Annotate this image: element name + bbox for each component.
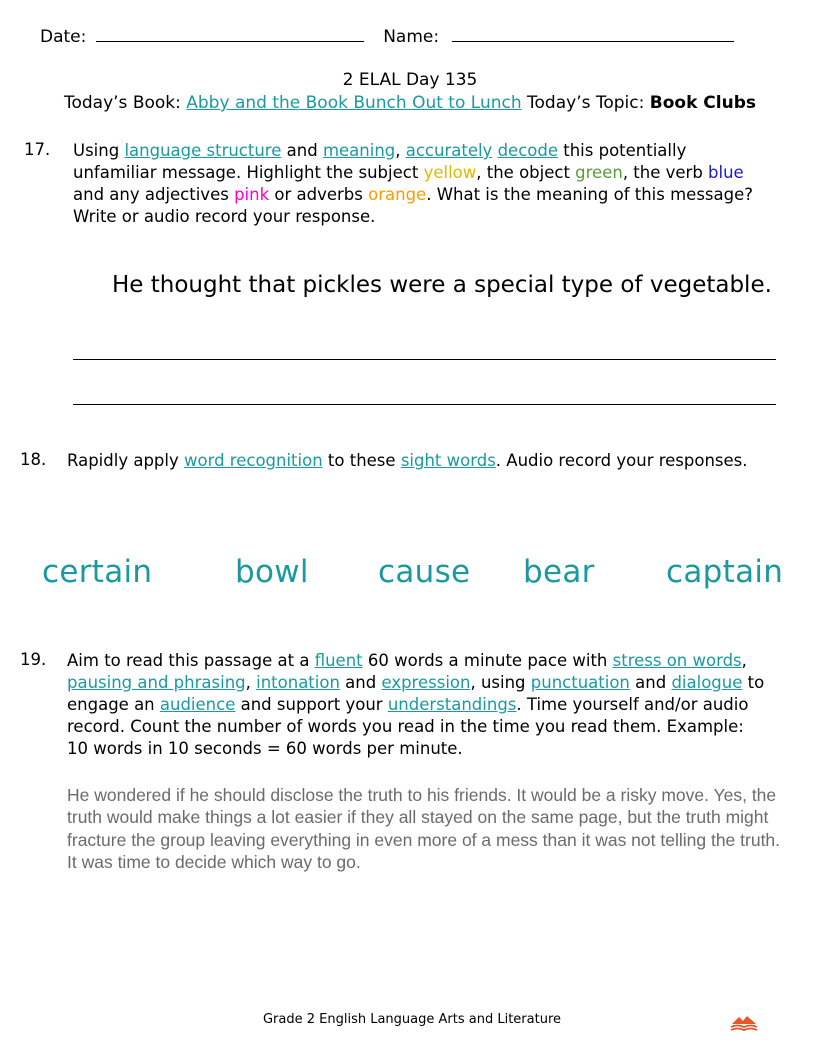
mountain-book-logo-icon [729, 1013, 759, 1033]
topic: Book Clubs [649, 93, 756, 113]
sight-word-cause: cause [378, 554, 471, 590]
pink-word: pink [234, 185, 270, 204]
decode-message: He thought that pickles were a special type of vegetable. [112, 272, 772, 298]
understandings-link[interactable]: understandings [387, 695, 517, 714]
answer-line-1[interactable] [73, 359, 776, 360]
fluent-link[interactable]: fluent [314, 651, 363, 670]
question-19-instructions [67, 650, 764, 760]
intonation-link[interactable]: intonation [256, 673, 340, 692]
q17-line-3: and any adjectives pink or adverbs orange. What is the meaning of this message? [73, 185, 754, 204]
question-19-number: 19. [20, 650, 47, 669]
blue-word: blue [708, 163, 744, 182]
q19-line-5: 10 words in 10 seconds = 60 words per minute. [67, 739, 463, 758]
pausing-and-phrasing-link[interactable]: pausing and phrasing [67, 673, 246, 692]
reading-passage: He wondered if he should disclose the truth to his friends. It would be a risky move. Yes, the truth would make things a lot easier if they all stayed on the same page, but the truth might fracture the group leaving everything in even more of a mess than it was not telling the truth. It was time to decide which way to go. [67, 785, 781, 872]
sight-word-certain: certain [42, 554, 153, 590]
topic-prefix: Today’s Topic: [527, 93, 645, 113]
footer-text: Grade 2 English Language Arts and Literature [262, 1012, 562, 1027]
meaning-link[interactable]: meaning [322, 141, 396, 160]
question-18-number: 18. [20, 450, 47, 469]
book-topic-line [0, 93, 816, 113]
date-name-row [40, 27, 734, 47]
audience-link[interactable]: audience [159, 695, 236, 714]
orange-word: orange [368, 185, 427, 204]
q17-line-2: unfamiliar message. Highlight the subject yellow, the object green, the verb blue [73, 163, 744, 182]
q19-line-1: Aim to read this passage at a fluent 60 words a minute pace with stress on words, [67, 651, 747, 670]
q19-line-4: record. Count the number of words you read in the time you read them. Example: [67, 717, 744, 736]
date-label: Date: [40, 27, 87, 47]
book-title-link[interactable]: Abby and the Book Bunch Out to Lunch [186, 93, 522, 113]
q19-line-3: engage an audience and support your understandings. Time yourself and/or audio [67, 695, 749, 714]
sight-word-captain: captain [666, 554, 784, 590]
question-17-number: 17. [24, 140, 51, 159]
q17-line-1: Using language structure and meaning, accurately decode this potentially [73, 141, 687, 160]
accurately-link[interactable]: accurately [405, 141, 493, 160]
green-word: green [575, 163, 623, 182]
q17-line-4: Write or audio record your response. [73, 207, 376, 226]
language-structure-link[interactable]: language structure [124, 141, 282, 160]
stress-on-words-link[interactable]: stress on words [612, 651, 742, 670]
date-field[interactable] [96, 39, 364, 42]
expression-link[interactable]: expression [381, 673, 471, 692]
name-label: Name: [383, 27, 440, 47]
word-recognition-link[interactable]: word recognition [184, 451, 323, 470]
punctuation-link[interactable]: punctuation [530, 673, 630, 692]
sight-word-bear: bear [523, 554, 595, 590]
q19-line-2: pausing and phrasing, intonation and expression, using punctuation and dialogue to [67, 673, 765, 692]
question-17-instructions [73, 140, 753, 228]
course-day: 2 ELAL Day 135 [342, 70, 478, 90]
decode-link[interactable]: decode [497, 141, 558, 160]
dialogue-link[interactable]: dialogue [671, 673, 743, 692]
answer-line-2[interactable] [73, 404, 776, 405]
name-field[interactable] [452, 39, 734, 42]
sight-word-bowl: bowl [235, 554, 309, 590]
yellow-word: yellow [423, 163, 477, 182]
question-18-instructions: Rapidly apply word recognition to these sight words. Audio record your responses. [67, 451, 748, 470]
sight-words-link[interactable]: sight words [400, 451, 496, 470]
book-prefix: Today’s Book: [63, 93, 181, 113]
